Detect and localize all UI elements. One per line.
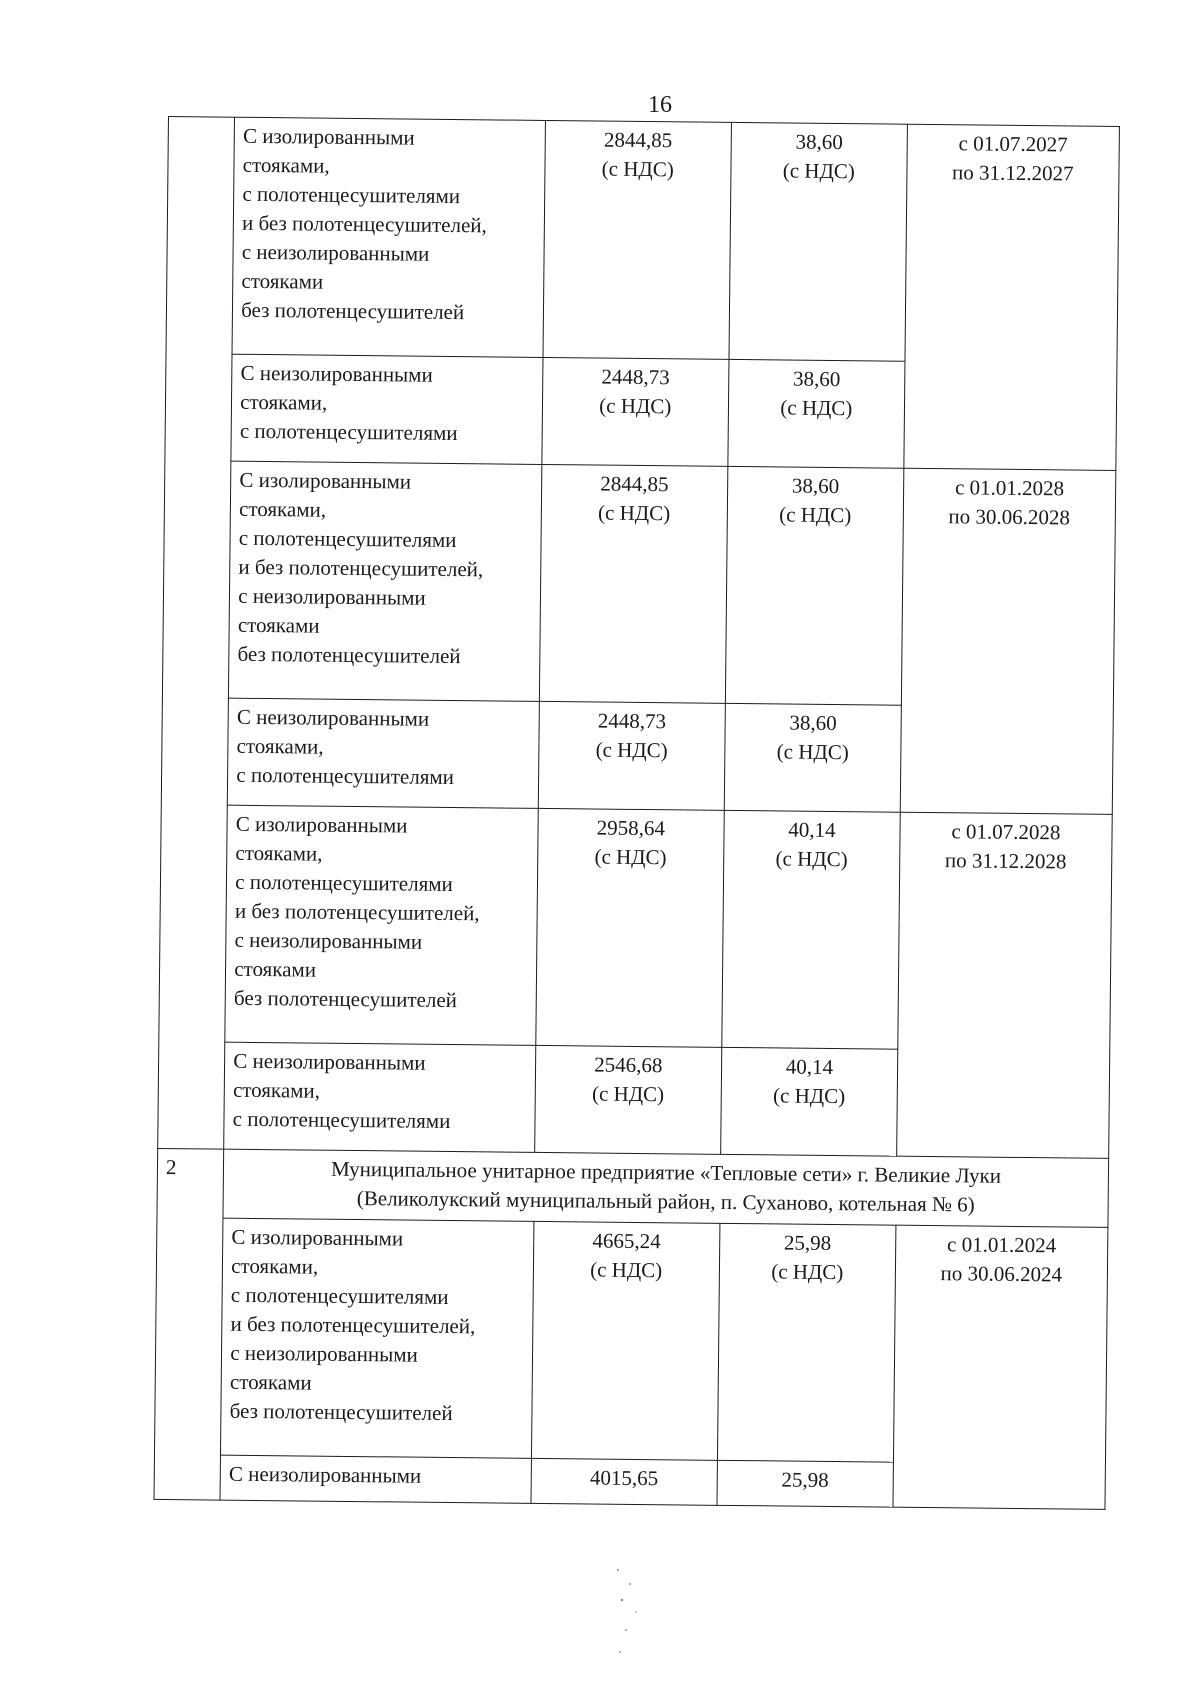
table-row (162, 460, 1115, 707)
description-line: С неизолированными (233, 1048, 426, 1075)
price-cell (534, 1045, 721, 1154)
description-line: стояками, (232, 1077, 321, 1103)
vat-note: (с НДС) (590, 1257, 663, 1283)
description-line: С неизолированными (236, 704, 430, 731)
description-line: и без полотенцесушителей, (241, 210, 487, 238)
rate-value: 38,60 (789, 710, 837, 736)
description-line: С изолированными (242, 123, 415, 150)
vat-note: (с НДС) (780, 395, 853, 421)
description-cell (231, 354, 543, 464)
price-value: 4665,24 (592, 1228, 661, 1254)
price-cell (531, 1458, 718, 1505)
vat-note: (с НДС) (597, 500, 671, 526)
period-end: по 30.06.2028 (948, 504, 1071, 530)
description-line: с полотенцесушителями (239, 418, 458, 446)
scan-specks (610, 1560, 650, 1670)
description-line: и без полотенцесушителей, (238, 554, 484, 582)
rate-value: 25,98 (783, 1230, 832, 1256)
period-end: по 30.06.2024 (940, 1261, 1063, 1287)
description-line: без полотенцесушителей (229, 1398, 453, 1426)
rate-cell (725, 466, 903, 705)
vat-note: (с НДС) (779, 502, 852, 528)
table-row (154, 1217, 1107, 1464)
organization-cell (223, 1149, 1108, 1227)
organization-name: Муниципальное унитарное предприятие «Тепловые сети» г. Великие Луки (330, 1156, 1002, 1188)
description-line: с неизолированными (241, 239, 430, 266)
vat-note: (с НДС) (776, 739, 849, 765)
price-cell (535, 808, 724, 1047)
vat-note: (с НДС) (595, 737, 668, 763)
section-number: 2 (154, 1148, 224, 1500)
description-cell (220, 1455, 531, 1503)
description-line: С изолированными (231, 1224, 404, 1251)
rate-value: 40,14 (788, 817, 836, 843)
period-start: с 01.07.2027 (958, 131, 1068, 157)
description-line: стояками (237, 612, 320, 638)
period-start: с 01.01.2028 (954, 475, 1065, 501)
rate-cell (717, 1460, 893, 1507)
description-cell (221, 1218, 534, 1458)
description-line: стояками (234, 956, 317, 982)
description-line: стояками, (235, 840, 323, 866)
rate-cell (721, 1047, 898, 1156)
period-end: по 31.12.2027 (951, 160, 1074, 186)
description-line: без полотенцесушителей (241, 297, 465, 325)
vat-note: (с НДС) (591, 1081, 665, 1107)
price-cell (543, 120, 732, 359)
rate-value: 38,60 (791, 473, 840, 499)
description-line: стояками, (238, 496, 327, 522)
rate-cell (728, 359, 905, 468)
page-number: 16 (648, 92, 672, 118)
period-cell (900, 468, 1116, 814)
description-line: стояками, (236, 733, 324, 759)
table-row (166, 117, 1119, 364)
period-start: с 01.07.2028 (951, 819, 1061, 845)
description-line: С изолированными (239, 467, 412, 494)
price-cell (538, 701, 725, 810)
period-start: с 01.01.2024 (946, 1232, 1057, 1258)
description-line: стояками (229, 1369, 312, 1395)
vat-note: (с НДС) (772, 1083, 846, 1109)
vat-note: (с НДС) (775, 846, 848, 872)
description-line: с полотенцесушителями (235, 869, 453, 897)
description-line: стояками, (240, 389, 328, 415)
description-line: С неизолированными (228, 1461, 422, 1488)
description-line: С неизолированными (240, 360, 433, 387)
rate-cell (724, 703, 901, 812)
price-value: 4015,65 (589, 1465, 659, 1491)
vat-note: (с НДС) (599, 393, 672, 419)
price-value: 2844,85 (600, 471, 669, 497)
period-cell (904, 124, 1120, 470)
description-line: с полотенцесушителями (230, 1282, 449, 1310)
description-cell (229, 461, 542, 701)
tariff-table (154, 116, 1120, 1510)
description-line: с полотенцесушителями (242, 181, 461, 209)
description-line: стояками, (242, 152, 330, 178)
description-line: С изолированными (235, 811, 408, 838)
number-cell-continued (158, 117, 235, 1150)
description-cell (228, 698, 540, 808)
rate-value: 38,60 (795, 129, 843, 155)
description-line: с неизолированными (230, 1340, 418, 1367)
price-cell (531, 1221, 720, 1460)
description-line: с неизолированными (234, 927, 423, 954)
rate-value: 38,60 (792, 366, 841, 392)
description-line: без полотенцесушителей (237, 641, 461, 669)
period-end: по 31.12.2028 (944, 848, 1067, 874)
description-cell (224, 1042, 536, 1152)
price-cell (542, 357, 729, 466)
rate-value: 25,98 (781, 1467, 829, 1492)
organization-location: (Великолукский муниципальный район, п. Суханово, котельная № 6) (356, 1186, 975, 1217)
price-value: 2546,68 (594, 1052, 663, 1078)
description-line: с неизолированными (238, 583, 426, 610)
description-cell (232, 117, 545, 357)
description-line: и без полотенцесушителей, (230, 1311, 476, 1339)
price-value: 2844,85 (603, 127, 673, 153)
description-cell (225, 805, 538, 1045)
rate-value: 40,14 (785, 1054, 834, 1080)
period-cell (896, 812, 1112, 1158)
description-line: и без полотенцесушителей, (234, 898, 480, 926)
description-line: без полотенцесушителей (233, 985, 458, 1013)
price-value: 2448,73 (597, 708, 667, 734)
vat-note: (с НДС) (771, 1259, 844, 1285)
description-line: с полотенцесушителями (236, 762, 455, 790)
rate-cell (717, 1223, 895, 1462)
period-cell (893, 1225, 1108, 1509)
price-value: 2958,64 (596, 815, 666, 841)
vat-note: (с НДС) (594, 844, 667, 870)
vat-note: (с НДС) (601, 156, 674, 182)
price-cell (539, 464, 728, 703)
rate-cell (729, 122, 907, 361)
rate-cell (722, 810, 900, 1049)
description-line: стояками, (231, 1253, 319, 1279)
description-line: с полотенцесушителями (232, 1106, 451, 1134)
table-row (159, 804, 1112, 1051)
description-line: стояками (241, 268, 324, 294)
description-line: с полотенцесушителями (238, 525, 457, 553)
vat-note: (с НДС) (782, 158, 855, 184)
section-header-row (157, 1148, 1109, 1227)
price-value: 2448,73 (601, 364, 670, 390)
